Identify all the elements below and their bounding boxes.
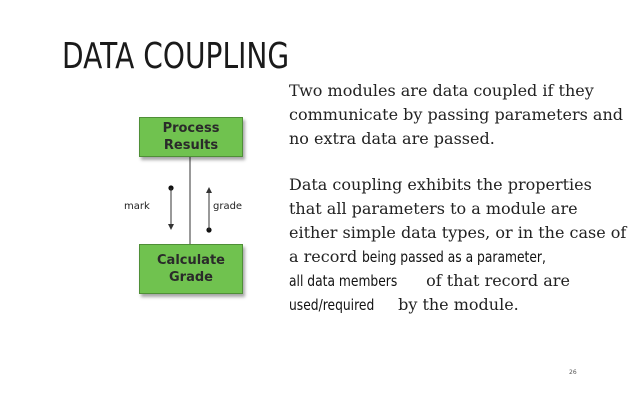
- properties-paragraph: [289, 173, 629, 317]
- slide-body-text: [289, 79, 629, 317]
- structure-chart-diagram: [110, 100, 270, 300]
- calculate-grade-module: [139, 244, 243, 294]
- process-results-module: [139, 117, 243, 157]
- properties-text-1: Data coupling exhibits the properties that all parameters to a module are either simple data types, or in the case of a record: [289, 175, 627, 266]
- calculate-grade-line2: Grade: [169, 270, 213, 285]
- highlight-all-data-members: all data members: [289, 272, 398, 290]
- process-results-line2: Results: [163, 138, 219, 153]
- calculate-grade-line1: Calculate: [157, 253, 225, 268]
- process-results-line1: Process: [162, 121, 220, 136]
- properties-text-3: of that record are: [421, 271, 570, 290]
- grade-parameter-label: grade: [213, 201, 243, 212]
- properties-text-4: by the module.: [392, 295, 519, 314]
- page-number: 26: [569, 369, 577, 376]
- grade-arrow-head: [206, 187, 212, 193]
- slide-title: DATA COUPLING: [62, 36, 290, 77]
- mark-arrow-head: [168, 224, 174, 230]
- highlight-being-passed: being passed as a parameter,: [362, 248, 547, 266]
- highlight-used-required: used/required: [289, 296, 375, 314]
- mark-parameter-label: mark: [124, 201, 150, 212]
- definition-paragraph: Two modules are data coupled if they communicate by passing parameters and no extra data are passed.: [289, 81, 624, 148]
